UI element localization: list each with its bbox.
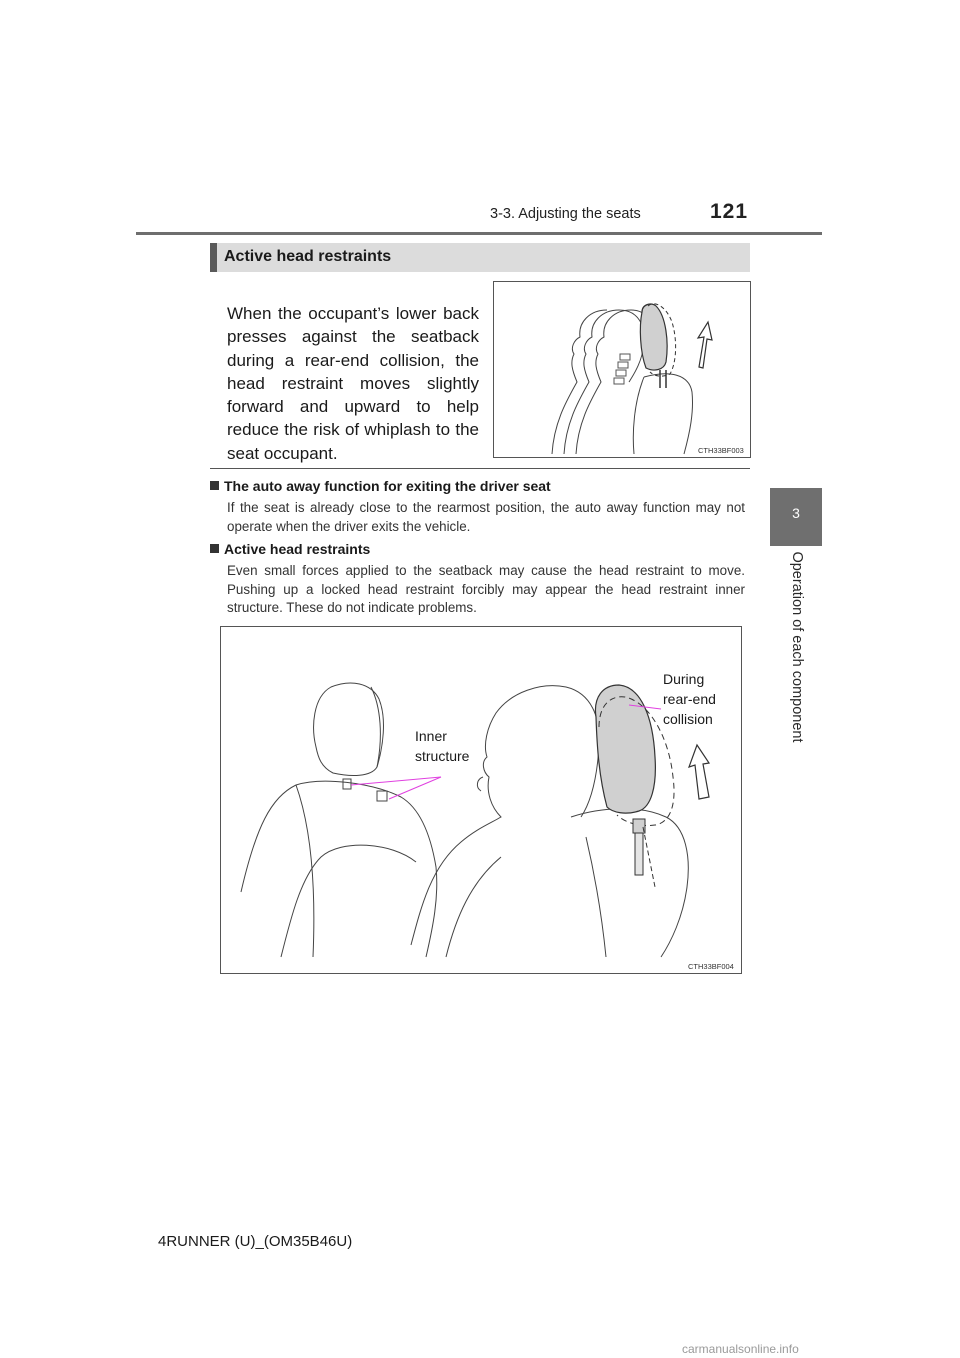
callout-line: Inner <box>415 728 447 744</box>
illustration-occupant-side-view <box>494 282 750 457</box>
callout-line: structure <box>415 748 470 764</box>
section-divider <box>210 468 750 469</box>
intro-paragraph: When the occupant’s lower back presses against the seatback during a rear-end collision, the head restraint moves slightly forward and upward to help reduce the risk of whiplash to the seat occupant. <box>227 304 479 463</box>
callout-inner-structure <box>415 726 469 766</box>
note-heading <box>210 478 551 494</box>
note-title: The auto away function for exiting the driver seat <box>224 478 551 494</box>
note-heading <box>210 541 370 557</box>
note-body: If the seat is already close to the rearmost position, the auto away function may not operate when the driver exits the vehicle. <box>227 500 745 534</box>
note-title: Active head restraints <box>224 541 371 557</box>
note-body: Even small forces applied to the seatback may cause the head restraint to move. Pushing up a locked head restraint forcibly may appear the head restraint inner structure. These do not indicate problems. <box>227 563 745 615</box>
bullet-square-icon <box>210 544 219 553</box>
figure-code: CTH33BF003 <box>698 446 744 455</box>
bullet-square-icon <box>210 481 219 490</box>
figure-head-restraint-motion <box>493 281 751 458</box>
callout-line: collision <box>663 711 713 727</box>
chapter-title: Operation of each component <box>789 551 805 743</box>
callout-during-collision <box>663 669 716 729</box>
section-heading-accent <box>210 243 217 272</box>
section-heading: Active head restraints <box>224 248 392 265</box>
callout-line: During <box>663 671 705 687</box>
header-rule <box>136 232 822 235</box>
chapter-number: 3 <box>792 505 800 521</box>
figure-code: CTH33BF004 <box>688 962 734 971</box>
header-section-title: 3-3. Adjusting the seats <box>490 206 641 222</box>
footer-model-code: 4RUNNER (U)_(OM35B46U) <box>158 1233 353 1250</box>
callout-line: rear-end <box>663 691 716 707</box>
page-number: 121 <box>710 200 749 223</box>
watermark: carmanualsonline.info <box>682 1342 799 1356</box>
